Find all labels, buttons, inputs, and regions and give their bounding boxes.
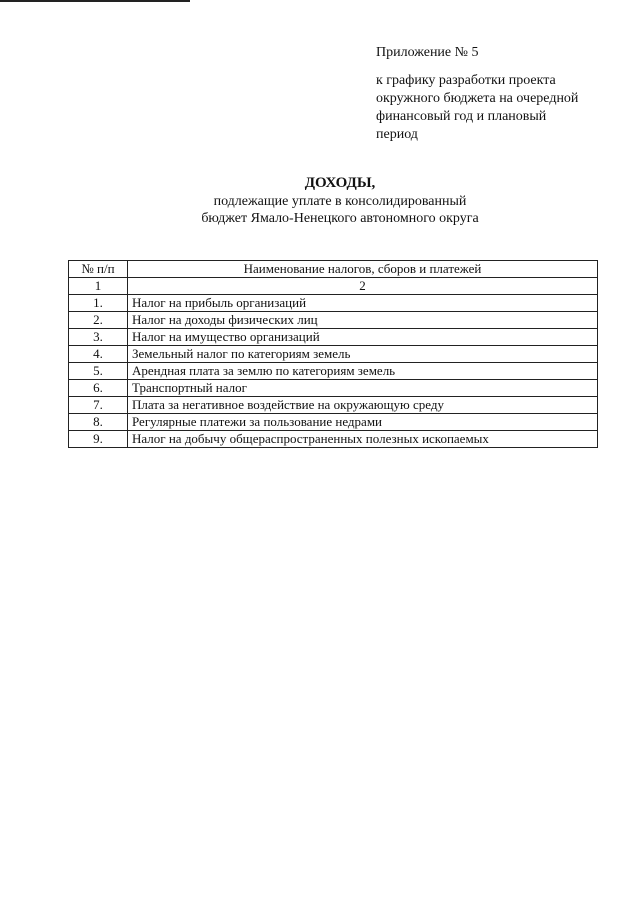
table-row bbox=[69, 312, 598, 329]
row-name: Налог на доходы физических лиц bbox=[128, 312, 598, 329]
table-row bbox=[69, 329, 598, 346]
table-row bbox=[69, 380, 598, 397]
row-name: Транспортный налог bbox=[128, 380, 598, 397]
row-name: Регулярные платежи за пользование недрами bbox=[128, 414, 598, 431]
column-number-2: 2 bbox=[128, 278, 598, 295]
table-row bbox=[69, 431, 598, 448]
table-header-row bbox=[69, 261, 598, 278]
row-name: Налог на добычу общераспространенных полезных ископаемых bbox=[128, 431, 598, 448]
row-number: 4. bbox=[69, 346, 128, 363]
appendix-note-line: финансовый год и плановый bbox=[376, 109, 547, 124]
document-subtitle bbox=[40, 193, 640, 227]
row-number: 3. bbox=[69, 329, 128, 346]
table-row bbox=[69, 346, 598, 363]
table-row bbox=[69, 295, 598, 312]
row-number: 7. bbox=[69, 397, 128, 414]
row-number: 5. bbox=[69, 363, 128, 380]
top-rule bbox=[0, 0, 190, 2]
row-name: Земельный налог по категориям земель bbox=[128, 346, 598, 363]
appendix-note-line: период bbox=[376, 127, 418, 142]
row-name: Налог на имущество организаций bbox=[128, 329, 598, 346]
row-number: 8. bbox=[69, 414, 128, 431]
row-name: Налог на прибыль организаций bbox=[128, 295, 598, 312]
row-number: 6. bbox=[69, 380, 128, 397]
table-row bbox=[69, 397, 598, 414]
table-row bbox=[69, 414, 598, 431]
appendix-label: Приложение № 5 bbox=[376, 45, 479, 60]
column-number-1: 1 bbox=[69, 278, 128, 295]
header-number: № п/п bbox=[69, 261, 128, 278]
header-name: Наименование налогов, сборов и платежей bbox=[128, 261, 598, 278]
row-number: 9. bbox=[69, 431, 128, 448]
column-number-row bbox=[69, 278, 598, 295]
subtitle-line: подлежащие уплате в консолидированный bbox=[213, 194, 467, 209]
appendix-note bbox=[376, 72, 616, 144]
row-number: 1. bbox=[69, 295, 128, 312]
document-heading bbox=[0, 174, 640, 227]
appendix-note-line: окружного бюджета на очередной bbox=[376, 91, 579, 106]
row-name: Плата за негативное воздействие на окружающую среду bbox=[128, 397, 598, 414]
document-title: ДОХОДЫ, bbox=[304, 175, 376, 191]
appendix-note-line: к графику разработки проекта bbox=[376, 73, 556, 88]
subtitle-line: бюджет Ямало-Ненецкого автономного округа bbox=[201, 211, 479, 226]
taxes-table bbox=[68, 260, 598, 448]
table-row bbox=[69, 363, 598, 380]
row-number: 2. bbox=[69, 312, 128, 329]
row-name: Арендная плата за землю по категориям земель bbox=[128, 363, 598, 380]
